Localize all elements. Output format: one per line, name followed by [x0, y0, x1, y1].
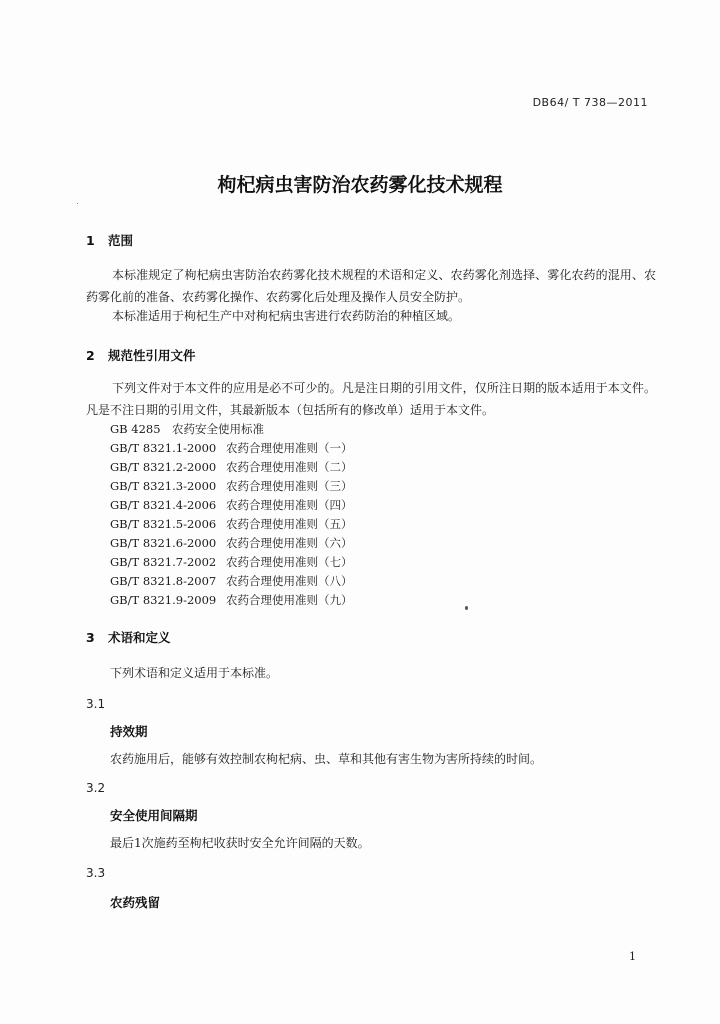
term-definition: 最后1次施药至枸杞收获时安全允许间隔的天数。	[110, 836, 370, 850]
reference-item	[110, 478, 353, 494]
reference-title: 农药合理使用准则（三）	[226, 479, 353, 493]
section-number: 1	[86, 233, 95, 248]
reference-code: GB/T 8321.1-2000	[110, 441, 217, 455]
term-name: 农药残留	[110, 895, 161, 910]
section-1-heading	[86, 231, 133, 249]
reference-item	[110, 573, 353, 589]
reference-item	[110, 554, 353, 570]
reference-item	[110, 535, 353, 551]
reference-item	[110, 421, 264, 437]
reference-item	[110, 440, 353, 456]
document-title: 枸杞病虫害防治农药雾化技术规程	[217, 174, 503, 196]
reference-title: 农药合理使用准则（八）	[226, 574, 353, 588]
section-number: 2	[86, 348, 95, 363]
reference-title: 农药合理使用准则（二）	[226, 460, 353, 474]
reference-title: 农药合理使用准则（五）	[226, 517, 353, 531]
scan-speck	[77, 203, 78, 204]
scope-paragraph-2: 本标准适用于枸杞生产中对枸杞病虫害进行农药防治的种植区域。	[112, 309, 461, 323]
reference-title: 农药安全使用标准	[172, 422, 264, 436]
reference-code: GB/T 8321.9-2009	[110, 593, 217, 607]
reference-title: 农药合理使用准则（一）	[226, 441, 353, 455]
section-title: 范围	[108, 233, 134, 248]
reference-title: 农药合理使用准则（七）	[226, 555, 353, 569]
reference-item	[110, 592, 353, 608]
references-intro: 下列文件对于本文件的应用是必不可少的。凡是注日期的引用文件，仅所注日期的版本适用于本文件。凡是不注日期的引用文件，其最新版本（包括所有的修改单）适用于本文件。	[86, 381, 656, 417]
section-title: 术语和定义	[108, 630, 171, 645]
reference-code: GB/T 8321.8-2007	[110, 574, 217, 588]
reference-code: GB/T 8321.5-2006	[110, 517, 217, 531]
reference-title: 农药合理使用准则（九）	[226, 593, 353, 607]
reference-item	[110, 497, 353, 513]
reference-code: GB/T 8321.6-2000	[110, 536, 217, 550]
reference-title: 农药合理使用准则（六）	[226, 536, 353, 550]
reference-title: 农药合理使用准则（四）	[226, 498, 353, 512]
term-number: 3.2	[86, 781, 106, 795]
scan-speck	[465, 606, 468, 610]
term-number: 3.3	[86, 866, 106, 880]
reference-code: GB/T 8321.3-2000	[110, 479, 217, 493]
term-name: 持效期	[110, 724, 148, 739]
terms-intro: 下列术语和定义适用于本标准。	[110, 666, 279, 680]
reference-code: GB 4285	[110, 422, 161, 436]
term-definition: 农药施用后，能够有效控制农枸杞病、虫、草和其他有害生物为害所持续的时间。	[110, 752, 543, 766]
reference-item	[110, 459, 353, 475]
reference-item	[110, 516, 353, 532]
standard-code: DB64/ T 738—2011	[532, 96, 648, 109]
section-2-heading	[86, 346, 196, 364]
section-title: 规范性引用文件	[108, 348, 196, 363]
term-number: 3.1	[86, 697, 106, 711]
section-3-heading	[86, 628, 171, 646]
reference-code: GB/T 8321.7-2002	[110, 555, 217, 569]
section-number: 3	[86, 630, 95, 645]
scope-paragraph-1: 本标准规定了枸杞病虫害防治农药雾化技术规程的术语和定义、农药雾化剂选择、雾化农药的混用、农药雾化前的准备、农药雾化操作、农药雾化后处理及操作人员安全防护。	[86, 268, 656, 304]
term-name: 安全使用间隔期	[110, 808, 198, 823]
page-number: 1	[629, 950, 636, 963]
reference-code: GB/T 8321.2-2000	[110, 460, 217, 474]
reference-code: GB/T 8321.4-2006	[110, 498, 217, 512]
